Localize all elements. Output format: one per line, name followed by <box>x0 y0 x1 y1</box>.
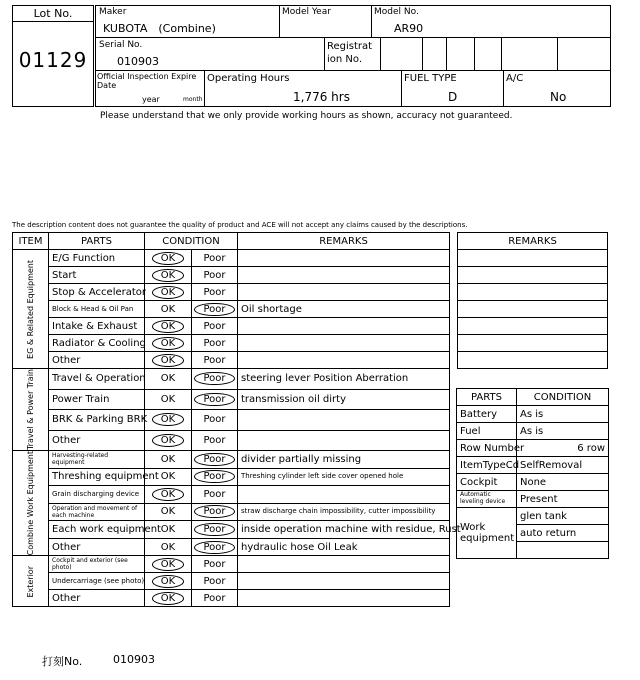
inspection-label: Official Inspection Expire Date <box>97 72 197 90</box>
condition-ok: OK <box>160 506 176 518</box>
ac-value: No <box>550 90 567 104</box>
item-group-label: Travel & Power Train <box>26 369 35 451</box>
part-name: BRK & Parking BRK <box>49 410 145 431</box>
registration-box-6 <box>558 38 611 71</box>
hours-label: Operating Hours <box>207 73 290 84</box>
registration-box-3 <box>447 38 475 71</box>
work-equipment-label: Work equipment <box>457 508 517 559</box>
remark <box>238 556 450 573</box>
remark: hydraulic hose Oil Leak <box>238 538 450 556</box>
header-remarks: REMARKS <box>238 233 450 250</box>
remark <box>238 590 450 607</box>
remark: Oil shortage <box>238 301 450 318</box>
condition-ok-cell <box>145 556 192 573</box>
battery-label: Battery <box>457 406 517 423</box>
condition-poor: Poor <box>194 393 234 406</box>
condition-poor-cell <box>192 430 238 451</box>
work-equipment-3 <box>517 542 609 559</box>
hours-cell <box>205 71 402 107</box>
condition-ok-cell <box>145 503 192 521</box>
table-row <box>13 503 450 521</box>
table-row <box>13 369 450 390</box>
table-row <box>13 556 450 573</box>
condition-poor: Poor <box>194 541 234 554</box>
condition-poor-cell <box>192 468 238 486</box>
header-item: ITEM <box>13 233 49 250</box>
condition-ok: OK <box>152 592 184 605</box>
condition-poor: Poor <box>194 505 234 518</box>
remark <box>238 410 450 431</box>
side-header-parts: PARTS <box>457 389 517 406</box>
table-row <box>13 590 450 607</box>
condition-poor: Poor <box>203 488 226 500</box>
right-remarks-title: REMARKS <box>458 233 608 250</box>
part-name: Intake & Exhaust <box>49 318 145 335</box>
remark <box>238 352 450 369</box>
ac-label: A/C <box>506 73 524 84</box>
condition-ok: OK <box>152 575 184 588</box>
condition-ok-cell <box>145 573 192 590</box>
condition-ok: OK <box>160 303 176 315</box>
condition-ok: OK <box>152 354 184 367</box>
condition-ok-cell <box>145 389 192 410</box>
condition-ok: OK <box>152 558 184 571</box>
part-name: Radiator & Cooling <box>49 335 145 352</box>
serial-cell <box>95 38 325 71</box>
item-group-label: EG & Related Equipment <box>26 259 35 359</box>
table-row <box>13 301 450 318</box>
condition-poor-cell <box>192 267 238 284</box>
stamp-number: 010903 <box>113 653 155 666</box>
remark: transmission oil dirty <box>238 389 450 410</box>
condition-poor-cell <box>192 573 238 590</box>
condition-poor-cell <box>192 352 238 369</box>
item-group-cell <box>13 451 49 556</box>
condition-poor-cell <box>192 521 238 539</box>
remark <box>238 335 450 352</box>
condition-poor: Poor <box>203 575 226 587</box>
model-no-value: AR90 <box>394 22 424 35</box>
part-name: Power Train <box>49 389 145 410</box>
part-name: Block & Head & Oil Pan <box>49 301 145 318</box>
registration-label: Registrat ion No. <box>327 41 373 65</box>
lot-box <box>12 5 94 107</box>
condition-ok: OK <box>160 471 176 483</box>
condition-poor: Poor <box>194 523 234 536</box>
part-name: E/G Function <box>49 250 145 267</box>
cockpit-label: Cockpit <box>457 474 517 491</box>
condition-ok: OK <box>152 413 184 426</box>
registration-box-2 <box>423 38 447 71</box>
table-row <box>13 335 450 352</box>
condition-ok: OK <box>160 453 176 465</box>
fuel-value: D <box>448 90 458 104</box>
inspection-table <box>12 232 461 607</box>
condition-poor-cell <box>192 335 238 352</box>
maker-label: Maker <box>99 7 127 17</box>
model-no-cell <box>372 5 611 38</box>
remark <box>238 573 450 590</box>
remark: inside operation machine with residue, Rust <box>238 521 450 539</box>
condition-ok-cell <box>145 318 192 335</box>
month-label: month <box>183 96 203 103</box>
condition-poor: Poor <box>203 320 226 332</box>
condition-poor: Poor <box>194 372 234 385</box>
remark <box>238 267 450 284</box>
condition-ok-cell <box>145 538 192 556</box>
part-name: Cockpit and exterior (see photo) <box>49 556 145 573</box>
inspection-cell <box>95 71 205 107</box>
cockpit-value: None <box>517 474 609 491</box>
table-row <box>13 284 450 301</box>
item-group-cell <box>13 250 49 369</box>
condition-ok: OK <box>160 393 176 405</box>
condition-poor: Poor <box>194 470 234 483</box>
header-condition: CONDITION <box>145 233 238 250</box>
table-row <box>13 389 450 410</box>
condition-poor-cell <box>192 410 238 431</box>
condition-ok-cell <box>145 369 192 390</box>
condition-ok: OK <box>160 541 176 553</box>
table-row <box>13 451 450 469</box>
part-name: Other <box>49 538 145 556</box>
battery-value: As is <box>517 406 609 423</box>
part-name: Threshing equipment <box>49 468 145 486</box>
part-name: Grain discharging device <box>49 486 145 504</box>
registration-label-cell <box>325 38 381 71</box>
condition-poor: Poor <box>203 434 226 446</box>
registration-box-5 <box>502 38 558 71</box>
part-name: Harvesting-related equipment <box>49 451 145 469</box>
table-row <box>13 250 450 267</box>
item-group-cell <box>13 369 49 451</box>
item-group-cell <box>13 556 49 607</box>
ac-cell <box>504 71 611 107</box>
table-row <box>13 573 450 590</box>
right-remarks-line <box>458 284 608 301</box>
condition-ok: OK <box>152 337 184 350</box>
hours-value: 1,776 hrs <box>293 90 350 104</box>
model-year-cell <box>280 5 372 38</box>
remark <box>238 284 450 301</box>
condition-poor-cell <box>192 318 238 335</box>
auto-level-label: Automatic leveling device <box>457 491 517 508</box>
table-row <box>13 538 450 556</box>
table-row <box>13 352 450 369</box>
condition-ok-cell <box>145 284 192 301</box>
table-row <box>13 430 450 451</box>
condition-poor: Poor <box>194 303 234 316</box>
row-number-label: Row Number <box>457 440 517 457</box>
condition-poor: Poor <box>203 558 226 570</box>
condition-poor-cell <box>192 590 238 607</box>
condition-poor: Poor <box>203 286 226 298</box>
maker-cell <box>95 5 280 38</box>
condition-poor-cell <box>192 538 238 556</box>
itemtype-value: SelfRemoval <box>517 457 609 474</box>
condition-ok-cell <box>145 486 192 504</box>
remark: straw discharge chain impossibility, cutter impossibility <box>238 503 450 521</box>
serial-value: 010903 <box>117 55 159 68</box>
condition-poor: Poor <box>203 592 226 604</box>
part-name: Operation and movement of each machine <box>49 503 145 521</box>
condition-poor: Poor <box>203 414 226 426</box>
part-name: Other <box>49 430 145 451</box>
disclaimer: The description content does not guarantee the quality of product and ACE will not accept any claims caused by the descriptions. <box>12 221 468 229</box>
right-remarks-line <box>458 301 608 318</box>
remark: Threshing cylinder left side cover opened hole <box>238 468 450 486</box>
lot-label: Lot No. <box>13 6 93 22</box>
condition-ok-cell <box>145 590 192 607</box>
condition-poor: Poor <box>203 354 226 366</box>
condition-ok: OK <box>152 320 184 333</box>
condition-ok-cell <box>145 451 192 469</box>
table-row <box>13 468 450 486</box>
condition-poor-cell <box>192 503 238 521</box>
remark <box>238 250 450 267</box>
remark <box>238 486 450 504</box>
right-remarks-line <box>458 352 608 369</box>
part-name: Travel & Operation <box>49 369 145 390</box>
table-row <box>13 486 450 504</box>
right-remarks-line <box>458 267 608 284</box>
condition-ok-cell <box>145 267 192 284</box>
registration-box-1 <box>381 38 423 71</box>
right-remarks-line <box>458 335 608 352</box>
part-name: Other <box>49 352 145 369</box>
table-row <box>13 521 450 539</box>
serial-label: Serial No. <box>99 40 143 50</box>
condition-ok-cell <box>145 335 192 352</box>
condition-ok: OK <box>160 523 176 535</box>
condition-ok: OK <box>160 373 176 385</box>
condition-ok: OK <box>152 269 184 282</box>
table-row <box>13 410 450 431</box>
part-name: Start <box>49 267 145 284</box>
condition-poor-cell <box>192 486 238 504</box>
fuel-label: FUEL TYPE <box>404 73 457 84</box>
part-name: Stop & Accelerator <box>49 284 145 301</box>
remark: steering lever Position Aberration <box>238 369 450 390</box>
condition-poor: Poor <box>203 252 226 264</box>
registration-box-4 <box>475 38 502 71</box>
side-fuel-value: As is <box>517 423 609 440</box>
condition-ok-cell <box>145 410 192 431</box>
condition-ok-cell <box>145 301 192 318</box>
condition-poor: Poor <box>194 453 234 466</box>
work-equipment-2: auto return <box>517 525 609 542</box>
model-year-label: Model Year <box>282 7 331 17</box>
condition-ok-cell <box>145 430 192 451</box>
condition-ok: OK <box>152 286 184 299</box>
right-remarks-table <box>457 232 608 369</box>
right-remarks-line <box>458 250 608 267</box>
condition-poor-cell <box>192 284 238 301</box>
remark: divider partially missing <box>238 451 450 469</box>
condition-poor-cell <box>192 556 238 573</box>
condition-poor: Poor <box>203 269 226 281</box>
condition-poor-cell <box>192 451 238 469</box>
maker-value: KUBOTA (Combine) <box>103 22 216 35</box>
item-group-label: Combine Work Equipment <box>26 451 35 556</box>
part-name: Undercarriage (see photo) <box>49 573 145 590</box>
work-equipment-1: glen tank <box>517 508 609 525</box>
auto-level-value: Present <box>517 491 609 508</box>
itemtype-label: ItemTypeCd <box>457 457 517 474</box>
condition-ok-cell <box>145 250 192 267</box>
side-table <box>456 388 609 559</box>
condition-ok-cell <box>145 352 192 369</box>
right-remarks-line <box>458 318 608 335</box>
lot-number: 01129 <box>18 48 88 72</box>
side-header-condition: CONDITION <box>517 389 609 406</box>
condition-poor-cell <box>192 301 238 318</box>
remark <box>238 430 450 451</box>
part-name: Each work equipment <box>49 521 145 539</box>
part-name: Other <box>49 590 145 607</box>
year-label: year <box>142 95 160 104</box>
side-fuel-label: Fuel <box>457 423 517 440</box>
model-no-label: Model No. <box>374 7 419 17</box>
table-row <box>13 318 450 335</box>
stamp-label: 打刻No. <box>42 655 83 668</box>
condition-ok: OK <box>152 488 184 501</box>
item-group-label: Exterior <box>26 565 35 598</box>
fuel-cell <box>402 71 504 107</box>
condition-poor-cell <box>192 389 238 410</box>
header-parts: PARTS <box>49 233 145 250</box>
condition-poor-cell <box>192 369 238 390</box>
condition-ok: OK <box>152 252 184 265</box>
remark <box>238 318 450 335</box>
condition-poor: Poor <box>203 337 226 349</box>
hours-note: Please understand that we only provide working hours as shown, accuracy not guaranteed. <box>100 111 513 121</box>
condition-poor-cell <box>192 250 238 267</box>
condition-ok: OK <box>152 434 184 447</box>
row-number-value: 6 row <box>517 440 609 457</box>
table-row <box>13 267 450 284</box>
